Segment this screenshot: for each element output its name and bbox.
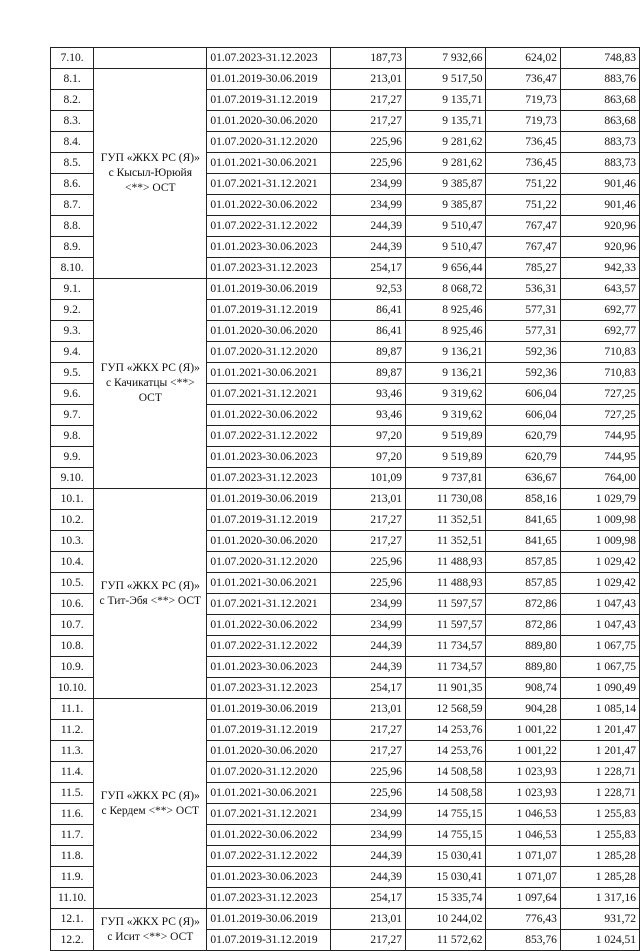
row-number-cell: 10.4. — [51, 552, 94, 573]
row-number-cell: 11.1. — [51, 699, 94, 720]
tariff-table — [50, 47, 640, 951]
value-cell-4: 1 228,71 — [560, 762, 639, 783]
value-cell-3: 1 023,93 — [486, 762, 560, 783]
value-cell-1: 213,01 — [331, 699, 406, 720]
value-cell-2: 11 901,35 — [406, 678, 486, 699]
value-cell-4: 1 255,83 — [560, 804, 639, 825]
table-row — [51, 69, 640, 90]
row-number-cell: 9.5. — [51, 363, 94, 384]
period-cell: 01.07.2019-31.12.2019 — [207, 510, 331, 531]
value-cell-4: 727,25 — [560, 384, 639, 405]
organization-cell: ГУП «ЖКХ РС (Я)» с Кердем <**> ОСТ — [94, 699, 207, 909]
value-cell-4: 1 047,43 — [560, 615, 639, 636]
value-cell-2: 14 508,58 — [406, 762, 486, 783]
table-row — [51, 48, 640, 69]
value-cell-4: 710,83 — [560, 342, 639, 363]
value-cell-1: 213,01 — [331, 69, 406, 90]
value-cell-1: 244,39 — [331, 237, 406, 258]
row-number-cell: 8.7. — [51, 195, 94, 216]
value-cell-4: 744,95 — [560, 447, 639, 468]
value-cell-3: 592,36 — [486, 363, 560, 384]
table-row — [51, 279, 640, 300]
row-number-cell: 11.10. — [51, 888, 94, 909]
value-cell-1: 187,73 — [331, 48, 406, 69]
value-cell-1: 234,99 — [331, 174, 406, 195]
value-cell-2: 15 335,74 — [406, 888, 486, 909]
value-cell-3: 624,02 — [486, 48, 560, 69]
value-cell-1: 234,99 — [331, 195, 406, 216]
period-cell: 01.01.2022-30.06.2022 — [207, 825, 331, 846]
value-cell-4: 710,83 — [560, 363, 639, 384]
period-cell: 01.01.2023-30.06.2023 — [207, 657, 331, 678]
value-cell-1: 97,20 — [331, 447, 406, 468]
value-cell-4: 920,96 — [560, 237, 639, 258]
value-cell-1: 92,53 — [331, 279, 406, 300]
value-cell-1: 217,27 — [331, 510, 406, 531]
row-number-cell: 10.2. — [51, 510, 94, 531]
value-cell-3: 1 046,53 — [486, 804, 560, 825]
value-cell-3: 904,28 — [486, 699, 560, 720]
value-cell-2: 9 281,62 — [406, 132, 486, 153]
period-cell: 01.07.2020-31.12.2020 — [207, 552, 331, 573]
period-cell: 01.07.2022-31.12.2022 — [207, 426, 331, 447]
value-cell-3: 1 001,22 — [486, 741, 560, 762]
row-number-cell: 8.6. — [51, 174, 94, 195]
value-cell-2: 9 136,21 — [406, 363, 486, 384]
value-cell-3: 853,76 — [486, 930, 560, 951]
row-number-cell: 9.8. — [51, 426, 94, 447]
organization-cell — [94, 48, 207, 69]
value-cell-4: 1 317,16 — [560, 888, 639, 909]
value-cell-4: 1 024,51 — [560, 930, 639, 951]
period-cell: 01.01.2019-30.06.2019 — [207, 279, 331, 300]
value-cell-4: 1 255,83 — [560, 825, 639, 846]
row-number-cell: 8.1. — [51, 69, 94, 90]
period-cell: 01.07.2021-31.12.2021 — [207, 174, 331, 195]
value-cell-1: 244,39 — [331, 216, 406, 237]
value-cell-2: 9 319,62 — [406, 384, 486, 405]
value-cell-3: 841,65 — [486, 531, 560, 552]
value-cell-2: 11 352,51 — [406, 531, 486, 552]
row-number-cell: 9.10. — [51, 468, 94, 489]
value-cell-4: 883,73 — [560, 153, 639, 174]
value-cell-2: 14 508,58 — [406, 783, 486, 804]
period-cell: 01.01.2023-30.06.2023 — [207, 237, 331, 258]
value-cell-1: 225,96 — [331, 552, 406, 573]
value-cell-1: 234,99 — [331, 615, 406, 636]
row-number-cell: 10.9. — [51, 657, 94, 678]
value-cell-2: 14 253,76 — [406, 741, 486, 762]
value-cell-2: 11 488,93 — [406, 552, 486, 573]
period-cell: 01.07.2023-31.12.2023 — [207, 468, 331, 489]
value-cell-2: 15 030,41 — [406, 867, 486, 888]
value-cell-2: 11 352,51 — [406, 510, 486, 531]
row-number-cell: 10.8. — [51, 636, 94, 657]
value-cell-1: 225,96 — [331, 132, 406, 153]
value-cell-4: 1 067,75 — [560, 636, 639, 657]
value-cell-3: 889,80 — [486, 636, 560, 657]
value-cell-1: 86,41 — [331, 300, 406, 321]
value-cell-4: 748,83 — [560, 48, 639, 69]
value-cell-1: 86,41 — [331, 321, 406, 342]
value-cell-4: 931,72 — [560, 909, 639, 930]
row-number-cell: 9.4. — [51, 342, 94, 363]
value-cell-3: 1 071,07 — [486, 867, 560, 888]
period-cell: 01.01.2021-30.06.2021 — [207, 573, 331, 594]
value-cell-4: 863,68 — [560, 111, 639, 132]
period-cell: 01.07.2023-31.12.2023 — [207, 678, 331, 699]
value-cell-1: 244,39 — [331, 867, 406, 888]
value-cell-1: 213,01 — [331, 909, 406, 930]
value-cell-4: 920,96 — [560, 216, 639, 237]
period-cell: 01.01.2019-30.06.2019 — [207, 909, 331, 930]
table-row — [51, 909, 640, 930]
row-number-cell: 11.7. — [51, 825, 94, 846]
period-cell: 01.07.2023-31.12.2023 — [207, 48, 331, 69]
value-cell-3: 1 097,64 — [486, 888, 560, 909]
period-cell: 01.07.2019-31.12.2019 — [207, 930, 331, 951]
value-cell-4: 1 228,71 — [560, 783, 639, 804]
value-cell-1: 225,96 — [331, 153, 406, 174]
row-number-cell: 10.1. — [51, 489, 94, 510]
value-cell-3: 592,36 — [486, 342, 560, 363]
row-number-cell: 8.2. — [51, 90, 94, 111]
value-cell-3: 606,04 — [486, 384, 560, 405]
value-cell-1: 254,17 — [331, 678, 406, 699]
period-cell: 01.07.2021-31.12.2021 — [207, 384, 331, 405]
value-cell-3: 577,31 — [486, 321, 560, 342]
value-cell-1: 234,99 — [331, 804, 406, 825]
value-cell-3: 636,67 — [486, 468, 560, 489]
value-cell-3: 857,85 — [486, 573, 560, 594]
value-cell-2: 12 568,59 — [406, 699, 486, 720]
value-cell-2: 9 281,62 — [406, 153, 486, 174]
value-cell-3: 872,86 — [486, 615, 560, 636]
period-cell: 01.07.2022-31.12.2022 — [207, 216, 331, 237]
value-cell-3: 719,73 — [486, 111, 560, 132]
value-cell-3: 767,47 — [486, 237, 560, 258]
value-cell-1: 225,96 — [331, 783, 406, 804]
value-cell-2: 11 488,93 — [406, 573, 486, 594]
value-cell-3: 736,47 — [486, 69, 560, 90]
row-number-cell: 8.9. — [51, 237, 94, 258]
value-cell-2: 11 734,57 — [406, 636, 486, 657]
value-cell-4: 1 009,98 — [560, 510, 639, 531]
value-cell-1: 217,27 — [331, 111, 406, 132]
value-cell-2: 10 244,02 — [406, 909, 486, 930]
value-cell-2: 11 730,08 — [406, 489, 486, 510]
period-cell: 01.01.2023-30.06.2023 — [207, 447, 331, 468]
value-cell-2: 11 597,57 — [406, 615, 486, 636]
value-cell-4: 1 285,28 — [560, 846, 639, 867]
value-cell-3: 736,45 — [486, 132, 560, 153]
value-cell-2: 9 385,87 — [406, 174, 486, 195]
value-cell-2: 7 932,66 — [406, 48, 486, 69]
value-cell-2: 14 755,15 — [406, 825, 486, 846]
value-cell-4: 1 085,14 — [560, 699, 639, 720]
value-cell-1: 93,46 — [331, 405, 406, 426]
value-cell-3: 1 001,22 — [486, 720, 560, 741]
row-number-cell: 10.7. — [51, 615, 94, 636]
value-cell-4: 1 029,79 — [560, 489, 639, 510]
value-cell-4: 1 201,47 — [560, 741, 639, 762]
row-number-cell: 8.8. — [51, 216, 94, 237]
row-number-cell: 10.10. — [51, 678, 94, 699]
value-cell-3: 1 071,07 — [486, 846, 560, 867]
value-cell-1: 213,01 — [331, 489, 406, 510]
value-cell-1: 225,96 — [331, 762, 406, 783]
row-number-cell: 11.3. — [51, 741, 94, 762]
value-cell-2: 14 755,15 — [406, 804, 486, 825]
row-number-cell: 11.4. — [51, 762, 94, 783]
value-cell-4: 643,57 — [560, 279, 639, 300]
period-cell: 01.01.2023-30.06.2023 — [207, 867, 331, 888]
value-cell-4: 1 029,42 — [560, 573, 639, 594]
value-cell-4: 1 090,49 — [560, 678, 639, 699]
value-cell-4: 692,77 — [560, 300, 639, 321]
value-cell-4: 942,33 — [560, 258, 639, 279]
value-cell-3: 1 046,53 — [486, 825, 560, 846]
row-number-cell: 8.3. — [51, 111, 94, 132]
row-number-cell: 8.10. — [51, 258, 94, 279]
value-cell-3: 536,31 — [486, 279, 560, 300]
value-cell-1: 217,27 — [331, 531, 406, 552]
value-cell-2: 11 572,62 — [406, 930, 486, 951]
value-cell-3: 785,27 — [486, 258, 560, 279]
row-number-cell: 11.9. — [51, 867, 94, 888]
period-cell: 01.01.2022-30.06.2022 — [207, 615, 331, 636]
period-cell: 01.07.2022-31.12.2022 — [207, 636, 331, 657]
organization-cell: ГУП «ЖКХ РС (Я)» с Исит <**> ОСТ — [94, 909, 207, 951]
value-cell-3: 908,74 — [486, 678, 560, 699]
row-number-cell: 9.1. — [51, 279, 94, 300]
value-cell-2: 8 925,46 — [406, 300, 486, 321]
period-cell: 01.07.2020-31.12.2020 — [207, 762, 331, 783]
value-cell-1: 254,17 — [331, 888, 406, 909]
value-cell-4: 1 047,43 — [560, 594, 639, 615]
value-cell-4: 863,68 — [560, 90, 639, 111]
row-number-cell: 11.6. — [51, 804, 94, 825]
value-cell-4: 883,76 — [560, 69, 639, 90]
value-cell-4: 727,25 — [560, 405, 639, 426]
period-cell: 01.01.2022-30.06.2022 — [207, 195, 331, 216]
period-cell: 01.07.2019-31.12.2019 — [207, 720, 331, 741]
value-cell-1: 217,27 — [331, 930, 406, 951]
row-number-cell: 10.6. — [51, 594, 94, 615]
value-cell-3: 841,65 — [486, 510, 560, 531]
value-cell-2: 9 510,47 — [406, 237, 486, 258]
value-cell-1: 89,87 — [331, 342, 406, 363]
period-cell: 01.07.2021-31.12.2021 — [207, 804, 331, 825]
value-cell-1: 89,87 — [331, 363, 406, 384]
period-cell: 01.01.2020-30.06.2020 — [207, 741, 331, 762]
row-number-cell: 7.10. — [51, 48, 94, 69]
value-cell-2: 8 925,46 — [406, 321, 486, 342]
row-number-cell: 9.9. — [51, 447, 94, 468]
value-cell-4: 1 201,47 — [560, 720, 639, 741]
value-cell-2: 9 136,21 — [406, 342, 486, 363]
value-cell-2: 9 517,50 — [406, 69, 486, 90]
value-cell-3: 751,22 — [486, 195, 560, 216]
period-cell: 01.01.2019-30.06.2019 — [207, 699, 331, 720]
table-row — [51, 699, 640, 720]
value-cell-1: 225,96 — [331, 573, 406, 594]
value-cell-1: 234,99 — [331, 594, 406, 615]
value-cell-3: 620,79 — [486, 426, 560, 447]
value-cell-4: 764,00 — [560, 468, 639, 489]
row-number-cell: 12.1. — [51, 909, 94, 930]
value-cell-1: 244,39 — [331, 636, 406, 657]
value-cell-2: 14 253,76 — [406, 720, 486, 741]
value-cell-2: 9 385,87 — [406, 195, 486, 216]
value-cell-3: 719,73 — [486, 90, 560, 111]
period-cell: 01.07.2020-31.12.2020 — [207, 132, 331, 153]
value-cell-1: 93,46 — [331, 384, 406, 405]
value-cell-4: 744,95 — [560, 426, 639, 447]
period-cell: 01.07.2019-31.12.2019 — [207, 90, 331, 111]
value-cell-3: 776,43 — [486, 909, 560, 930]
period-cell: 01.01.2020-30.06.2020 — [207, 531, 331, 552]
value-cell-2: 15 030,41 — [406, 846, 486, 867]
value-cell-1: 101,09 — [331, 468, 406, 489]
value-cell-3: 606,04 — [486, 405, 560, 426]
value-cell-3: 736,45 — [486, 153, 560, 174]
value-cell-1: 217,27 — [331, 90, 406, 111]
period-cell: 01.01.2020-30.06.2020 — [207, 111, 331, 132]
value-cell-2: 9 519,89 — [406, 426, 486, 447]
value-cell-2: 11 734,57 — [406, 657, 486, 678]
value-cell-2: 9 656,44 — [406, 258, 486, 279]
value-cell-1: 244,39 — [331, 846, 406, 867]
period-cell: 01.07.2021-31.12.2021 — [207, 594, 331, 615]
value-cell-4: 1 067,75 — [560, 657, 639, 678]
value-cell-2: 8 068,72 — [406, 279, 486, 300]
value-cell-3: 1 023,93 — [486, 783, 560, 804]
row-number-cell: 10.5. — [51, 573, 94, 594]
period-cell: 01.01.2019-30.06.2019 — [207, 489, 331, 510]
period-cell: 01.01.2020-30.06.2020 — [207, 321, 331, 342]
row-number-cell: 10.3. — [51, 531, 94, 552]
value-cell-3: 858,16 — [486, 489, 560, 510]
period-cell: 01.01.2021-30.06.2021 — [207, 363, 331, 384]
value-cell-2: 9 737,81 — [406, 468, 486, 489]
period-cell: 01.01.2019-30.06.2019 — [207, 69, 331, 90]
row-number-cell: 11.8. — [51, 846, 94, 867]
value-cell-3: 767,47 — [486, 216, 560, 237]
value-cell-2: 11 597,57 — [406, 594, 486, 615]
row-number-cell: 9.7. — [51, 405, 94, 426]
row-number-cell: 9.6. — [51, 384, 94, 405]
period-cell: 01.07.2023-31.12.2023 — [207, 888, 331, 909]
period-cell: 01.01.2022-30.06.2022 — [207, 405, 331, 426]
value-cell-2: 9 135,71 — [406, 111, 486, 132]
value-cell-1: 254,17 — [331, 258, 406, 279]
period-cell: 01.07.2020-31.12.2020 — [207, 342, 331, 363]
value-cell-2: 9 319,62 — [406, 405, 486, 426]
value-cell-3: 857,85 — [486, 552, 560, 573]
value-cell-2: 9 510,47 — [406, 216, 486, 237]
organization-cell: ГУП «ЖКХ РС (Я)» с Тит-Эбя <**> ОСТ — [94, 489, 207, 699]
value-cell-4: 692,77 — [560, 321, 639, 342]
value-cell-4: 1 009,98 — [560, 531, 639, 552]
period-cell: 01.07.2022-31.12.2022 — [207, 846, 331, 867]
period-cell: 01.07.2023-31.12.2023 — [207, 258, 331, 279]
value-cell-2: 9 519,89 — [406, 447, 486, 468]
value-cell-4: 1 285,28 — [560, 867, 639, 888]
value-cell-4: 1 029,42 — [560, 552, 639, 573]
row-number-cell: 9.3. — [51, 321, 94, 342]
value-cell-4: 901,46 — [560, 174, 639, 195]
row-number-cell: 8.5. — [51, 153, 94, 174]
period-cell: 01.01.2021-30.06.2021 — [207, 783, 331, 804]
value-cell-3: 889,80 — [486, 657, 560, 678]
row-number-cell: 9.2. — [51, 300, 94, 321]
tariff-table-body — [51, 48, 640, 951]
organization-cell: ГУП «ЖКХ РС (Я)» с Кысыл-Юрюйя <**> ОСТ — [94, 69, 207, 279]
period-cell: 01.07.2019-31.12.2019 — [207, 300, 331, 321]
value-cell-1: 217,27 — [331, 741, 406, 762]
row-number-cell: 8.4. — [51, 132, 94, 153]
value-cell-2: 9 135,71 — [406, 90, 486, 111]
value-cell-3: 620,79 — [486, 447, 560, 468]
value-cell-3: 751,22 — [486, 174, 560, 195]
value-cell-3: 872,86 — [486, 594, 560, 615]
value-cell-3: 577,31 — [486, 300, 560, 321]
value-cell-4: 901,46 — [560, 195, 639, 216]
value-cell-1: 244,39 — [331, 657, 406, 678]
value-cell-1: 97,20 — [331, 426, 406, 447]
table-row — [51, 489, 640, 510]
value-cell-1: 234,99 — [331, 825, 406, 846]
row-number-cell: 12.2. — [51, 930, 94, 951]
row-number-cell: 11.5. — [51, 783, 94, 804]
row-number-cell: 11.2. — [51, 720, 94, 741]
organization-cell: ГУП «ЖКХ РС (Я)» с Качикатцы <**> ОСТ — [94, 279, 207, 489]
value-cell-4: 883,73 — [560, 132, 639, 153]
value-cell-1: 217,27 — [331, 720, 406, 741]
period-cell: 01.01.2021-30.06.2021 — [207, 153, 331, 174]
